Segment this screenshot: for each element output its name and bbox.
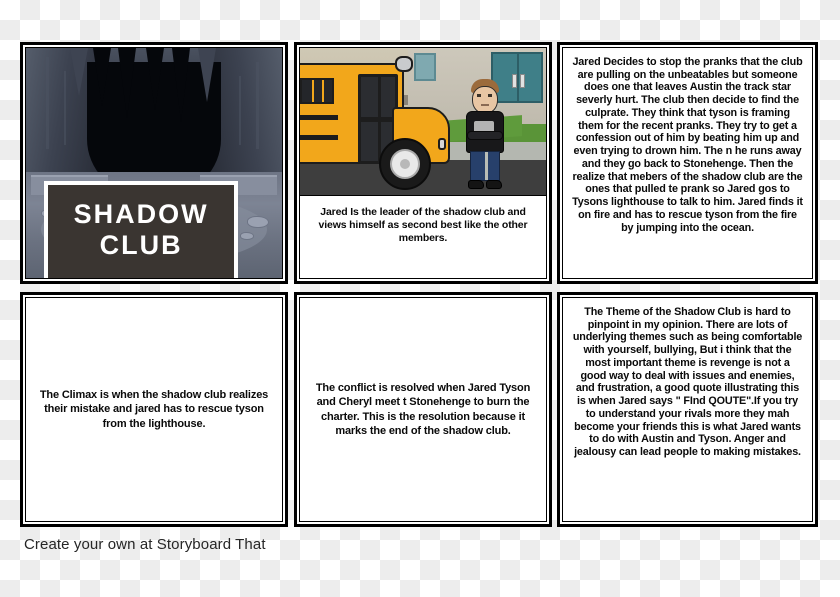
door-handle-icon (520, 74, 525, 88)
cell-6-inner (562, 297, 813, 522)
cell-4-inner (25, 297, 283, 522)
bus-mirror (395, 56, 413, 72)
stalactite-icon (93, 48, 111, 106)
shadow-club-title-plate (44, 181, 239, 279)
school-bus-scene (300, 48, 546, 195)
character-shoe (468, 180, 484, 189)
character-jared (463, 79, 507, 189)
door-split (517, 54, 519, 101)
storyboard-cell-3[interactable] (557, 42, 818, 284)
cell-1-inner (25, 47, 283, 279)
stalactite-icon (172, 48, 190, 122)
storyboard-cell-5[interactable] (294, 292, 552, 527)
title-line-1: SHADOW (73, 198, 209, 229)
character-eye (477, 94, 481, 97)
rock-crack (256, 62, 259, 149)
bus-window-divider (322, 80, 324, 101)
bus-door-bar (361, 117, 395, 122)
character-jeans (470, 151, 500, 181)
cell-3-textbody (563, 48, 812, 278)
wheel-hub (390, 149, 420, 179)
bus-headlight (438, 138, 447, 150)
stalactite-icon (118, 48, 136, 118)
storyboard-cell-2[interactable] (294, 42, 552, 284)
bus-stripe (300, 115, 338, 120)
character-eye (488, 94, 492, 97)
rock-crack (64, 71, 66, 145)
cell-3-inner (562, 47, 813, 279)
character-head (472, 86, 498, 114)
bus-windows (300, 78, 334, 103)
school-bus (300, 63, 447, 181)
cave-entrance-scene (26, 48, 282, 278)
title-line-2: CLUB (99, 229, 183, 260)
character-mouth (481, 104, 489, 106)
rock (240, 232, 254, 240)
cell-4-caption-text: The Climax is when the shadow club realizes their mistake and jared has to rescue tyson from the lighthouse. (39, 389, 269, 430)
bus-front-wheel (379, 138, 431, 190)
door-handle-icon (512, 74, 517, 88)
storyboard-cell-4[interactable] (20, 292, 288, 527)
cell-5-inner (299, 297, 547, 522)
rock (247, 216, 269, 228)
cell-6-caption-text: The Theme of the Shadow Club is hard to pinpoint in my opinion. There are lots of underlying themes such as being comfortable with yourself, bullying, But i think that the most important theme is revenge is not a good way to deal with issues and enemies, and frustration, a good quote illustrating this is when Jared says " FInd QOUTE".If you try to understand your rivals more they mah become your friends this is what Jared wants to do with Austin and Tyson. Anger and jealousy can lead people to making mistakes. (572, 306, 803, 459)
stalactite-icon (146, 48, 164, 110)
storyboard-footer-attribution[interactable]: Create your own at Storyboard That (24, 536, 266, 553)
stalactite-icon (70, 48, 88, 96)
cell-2-caption-text: Jared Is the leader of the shadow club and views himself as second best like the other members. (318, 206, 528, 244)
bus-window-divider (312, 80, 314, 101)
bus-stripe (300, 135, 338, 140)
cell-5-textbody (300, 298, 546, 521)
cell-4-textbody (26, 298, 282, 521)
character-crossed-arms (467, 131, 503, 140)
rock-crack (46, 57, 49, 149)
character-shoe (486, 180, 502, 189)
leg-split (485, 152, 488, 180)
storyboard-cell-1[interactable] (20, 42, 288, 284)
cell-6-textbody (563, 298, 812, 521)
cell-3-caption-text: Jared Decides to stop the pranks that the club are pulling on the unbeatables but someone does one that leaves Austin the track star severly hurt. The club then decide to find the culprate. They think that tyson is framing them for the recent pranks. They try to get a confession out of him by beating him up and even trying to drown him. The n he runs away and they go back to Stonehenge. Then the realize that mebers of the shadow club are the ones that pulled te prank so Jared gos to Tysons lighthouse to talk to him. Jared finds it on fire and has to rescue tyson from the fire by jumping into the ocean. (572, 56, 803, 234)
cell-5-caption-text: The conflict is resolved when Jared Tyson and Cheryl meet t Stonehenge to burn the charter. This is the resolution because it marks the end of the shadow club. (315, 381, 531, 437)
stalactite-icon (198, 48, 216, 102)
storyboard-cell-6[interactable] (557, 292, 818, 527)
cell-2-caption (300, 195, 546, 278)
rock-crack (239, 76, 241, 145)
cell-2-inner (299, 47, 547, 279)
